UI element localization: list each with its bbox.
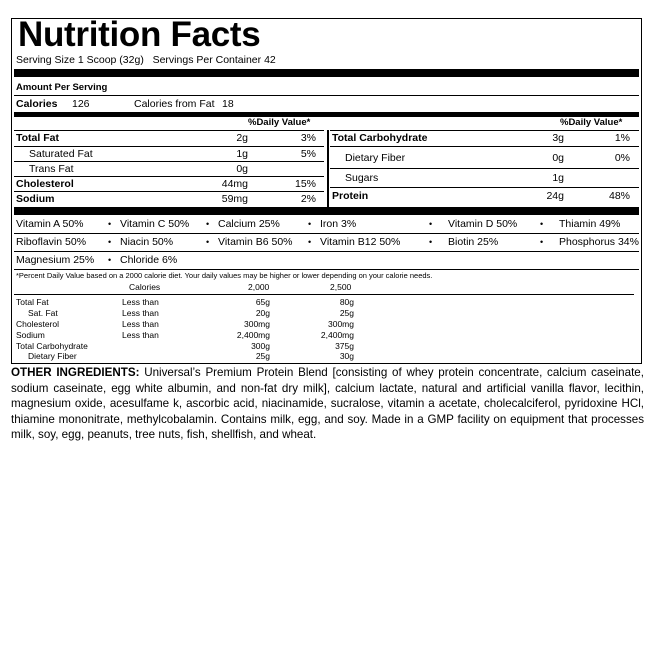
bullet-separator: • <box>540 219 544 229</box>
ref-row-label: Total Carbohydrate <box>16 341 88 351</box>
calories-value: 126 <box>72 98 90 110</box>
bullet-separator: • <box>308 237 312 247</box>
ref-header-2000: 2,000 <box>248 282 270 292</box>
ref-row-2000: 65g <box>255 297 270 307</box>
vitamin-item: Iron 3% <box>320 218 357 230</box>
nutrient-dv: 5% <box>300 148 316 160</box>
ref-row-2500: 30g <box>339 351 354 361</box>
vitamin-item: Biotin 25% <box>448 236 499 248</box>
nutrient-amount: 0g <box>552 152 564 164</box>
row-divider <box>330 146 639 147</box>
nutrient-amount: 2g <box>236 132 248 144</box>
footnote: *Percent Daily Value based on a 2000 calorie diet. Your daily values may be higher or lower depending on your calorie needs. <box>16 271 433 280</box>
ingredients-label: OTHER INGREDIENTS: <box>11 366 140 379</box>
nutrient-amount: 0g <box>236 163 248 175</box>
ref-header-calories: Calories <box>129 282 161 292</box>
ref-row-2000: 300g <box>251 341 270 351</box>
ingredients-text: Universal’s Premium Protein Blend [consisting of whey protein concentrate, calcium caseinate, sodium caseinate, egg white albumin, and non-fat dry milk], calcium lactate, natural and artificial vanilla flavor, lecithin, magnesium oxide, acesulfame k, ascorbic acid, niacinamide, sucralose, vitamin a acetate, cholecalciferol, pyridoxine HCl, thiamine mononitrate, methylcobalamin. Contains milk, egg, and soy. Made in a GMP facility on equipment that processes milk, soy, egg, peanuts, tree nuts, fish, shellfish, and wheat. <box>11 366 644 442</box>
row-divider <box>14 146 324 147</box>
row-divider <box>330 187 639 188</box>
nutrient-name: Total Carbohydrate <box>332 132 428 144</box>
serving-size: Serving Size 1 Scoop (32g) <box>16 54 144 66</box>
row-divider <box>14 191 324 192</box>
nutrient-name: Total Fat <box>16 132 59 144</box>
bullet-separator: • <box>206 237 210 247</box>
thick-divider-vitamins <box>14 207 639 215</box>
nutrient-name: Protein <box>332 190 369 202</box>
vitamin-item: Vitamin D 50% <box>448 218 518 230</box>
divider-amount <box>14 95 639 96</box>
serving-info <box>16 54 276 66</box>
bullet-separator: • <box>429 219 433 229</box>
nutrient-name: Trans Fat <box>29 163 74 175</box>
nutrient-name: Cholesterol <box>16 178 74 190</box>
ref-row-2000: 20g <box>255 308 270 318</box>
nutrient-dv: 15% <box>294 178 316 190</box>
calories-from-fat-label: Calories from Fat <box>134 98 215 110</box>
column-separator <box>327 130 329 207</box>
row-divider <box>14 161 324 162</box>
row-divider <box>14 176 324 177</box>
nutrient-dv: 48% <box>608 190 630 202</box>
nutrient-amount: 44mg <box>221 178 248 190</box>
bullet-separator: • <box>540 237 544 247</box>
ref-row-qualifier: Less than <box>122 297 159 307</box>
nutrient-amount: 1g <box>552 172 564 184</box>
vitamin-item: Vitamin C 50% <box>120 218 190 230</box>
ref-row-2500: 375g <box>335 341 354 351</box>
ref-row-2000: 25g <box>255 351 270 361</box>
servings-per-container: Servings Per Container 42 <box>152 54 276 66</box>
nutrient-name: Saturated Fat <box>29 148 93 160</box>
nutrient-amount: 3g <box>552 132 564 144</box>
vitamin-item: Vitamin A 50% <box>16 218 84 230</box>
nutrient-dv: 2% <box>300 193 316 205</box>
nutrient-amount: 24g <box>546 190 564 202</box>
thick-divider-calories <box>14 112 639 117</box>
vitamin-item: Phosphorus 34% <box>559 236 639 248</box>
nutrient-amount: 1g <box>236 148 248 160</box>
ref-table-divider <box>14 294 634 295</box>
other-ingredients <box>11 365 644 443</box>
nutrient-name: Dietary Fiber <box>345 152 406 164</box>
divider-dv-left <box>14 130 324 131</box>
amount-per-serving: Amount Per Serving <box>16 82 108 93</box>
ref-row-label: Total Fat <box>16 297 49 307</box>
bullet-separator: • <box>206 219 210 229</box>
vitamin-item: Vitamin B12 50% <box>320 236 401 248</box>
vitamin-item: Thiamin 49% <box>559 218 621 230</box>
ref-row-label: Sodium <box>16 330 45 340</box>
calories-label: Calories <box>16 98 58 110</box>
bullet-separator: • <box>108 255 112 265</box>
ref-row-2500: 2,400mg <box>320 330 354 340</box>
vitamin-row-divider <box>14 251 639 252</box>
ref-row-2000: 2,400mg <box>236 330 270 340</box>
vitamin-row-divider <box>14 269 639 270</box>
ref-row-label: Sat. Fat <box>28 308 58 318</box>
vitamin-item: Vitamin B6 50% <box>218 236 293 248</box>
bullet-separator: • <box>308 219 312 229</box>
nutrient-dv: 1% <box>614 132 630 144</box>
calories-from-fat-value: 18 <box>222 98 234 110</box>
nutrient-dv: 0% <box>614 152 630 164</box>
nutrient-name: Sugars <box>345 172 379 184</box>
row-divider <box>330 168 639 169</box>
nutrient-name: Sodium <box>16 193 55 205</box>
thick-divider-top <box>14 69 639 77</box>
vitamin-item: Riboflavin 50% <box>16 236 87 248</box>
ref-row-2500: 25g <box>339 308 354 318</box>
bullet-separator: • <box>108 237 112 247</box>
vitamin-item: Magnesium 25% <box>16 254 95 266</box>
ref-row-qualifier: Less than <box>122 308 159 318</box>
ref-row-2500: 80g <box>339 297 354 307</box>
nutrition-facts-panel <box>11 15 642 364</box>
ref-row-label: Dietary Fiber <box>28 351 77 361</box>
vitamin-row-divider <box>14 233 639 234</box>
divider-dv-right <box>330 130 639 131</box>
ref-row-qualifier: Less than <box>122 330 159 340</box>
ref-row-2000: 300mg <box>244 319 270 329</box>
ref-header-2500: 2,500 <box>330 282 352 292</box>
vitamin-item: Niacin 50% <box>120 236 174 248</box>
daily-value-header-left: %Daily Value* <box>248 117 311 128</box>
ref-row-label: Cholesterol <box>16 319 59 329</box>
panel-title: Nutrition Facts <box>18 15 261 54</box>
vitamin-item: Chloride 6% <box>120 254 178 266</box>
ref-row-qualifier: Less than <box>122 319 159 329</box>
ref-row-2500: 300mg <box>328 319 354 329</box>
bullet-separator: • <box>429 237 433 247</box>
vitamin-item: Calcium 25% <box>218 218 280 230</box>
nutrient-dv: 3% <box>300 132 316 144</box>
daily-value-header-right: %Daily Value* <box>560 117 623 128</box>
bullet-separator: • <box>108 219 112 229</box>
nutrient-amount: 59mg <box>221 193 248 205</box>
